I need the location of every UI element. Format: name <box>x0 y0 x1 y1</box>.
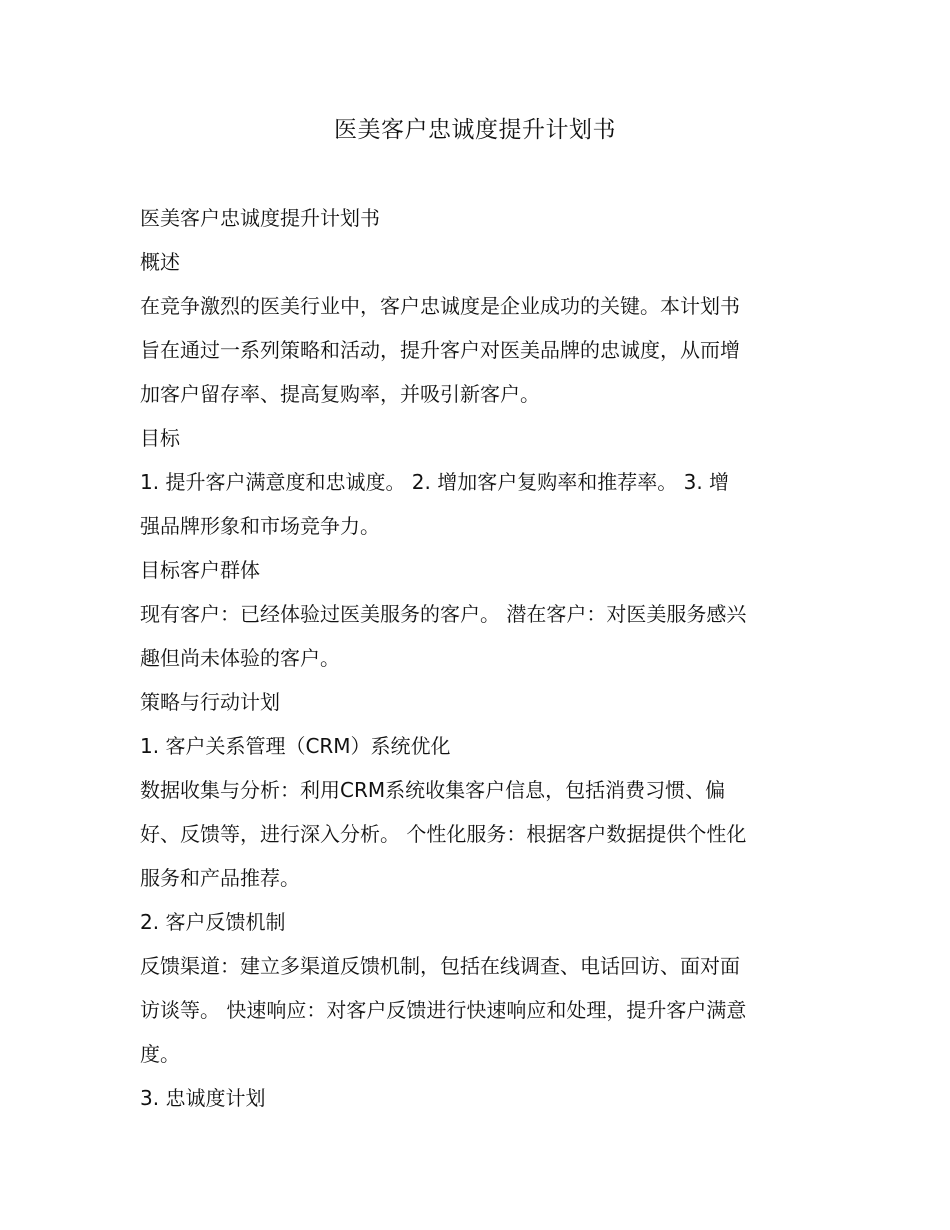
paragraph-line: 1. 提升客户满意度和忠诚度。 2. 增加客户复购率和推荐率。 3. 增 <box>140 470 730 494</box>
subheading-loyalty-plan: 3. 忠诚度计划 <box>140 1086 266 1110</box>
paragraph-line: 反馈渠道：建立多渠道反馈机制，包括在线调查、电话回访、面对面 <box>140 954 740 978</box>
heading-goals: 目标 <box>140 426 180 450</box>
paragraph-line: 数据收集与分析：利用CRM系统收集客户信息，包括消费习惯、偏 <box>140 778 726 802</box>
paragraph-line: 度。 <box>140 1042 180 1066</box>
paragraph-line: 加客户留存率、提高复购率，并吸引新客户。 <box>140 382 540 406</box>
paragraph-line: 在竞争激烈的医美行业中，客户忠诚度是企业成功的关键。本计划书 <box>140 294 740 318</box>
document-body <box>140 196 802 1120</box>
document-title: 医美客户忠诚度提升计划书 <box>334 117 616 143</box>
heading-overview: 概述 <box>140 250 180 274</box>
paragraph-line: 好、反馈等，进行深入分析。 个性化服务：根据客户数据提供个性化 <box>140 822 747 846</box>
paragraph-line: 访谈等。 快速响应：对客户反馈进行快速响应和处理，提升客户满意 <box>140 998 747 1022</box>
heading-strategy: 策略与行动计划 <box>140 690 280 714</box>
paragraph-line: 旨在通过一系列策略和活动，提升客户对医美品牌的忠诚度，从而增 <box>140 338 740 362</box>
paragraph-line: 现有客户：已经体验过医美服务的客户。 潜在客户：对医美服务感兴 <box>140 602 747 626</box>
paragraph-line: 强品牌形象和市场竞争力。 <box>140 514 380 538</box>
heading-target-customers: 目标客户群体 <box>140 558 260 582</box>
subheading-crm: 1. 客户关系管理（CRM）系统优化 <box>140 734 451 758</box>
subtitle-line: 医美客户忠诚度提升计划书 <box>140 206 380 230</box>
paragraph-line: 服务和产品推荐。 <box>140 866 300 890</box>
paragraph-line: 趣但尚未体验的客户。 <box>140 646 340 670</box>
subheading-feedback: 2. 客户反馈机制 <box>140 910 286 934</box>
